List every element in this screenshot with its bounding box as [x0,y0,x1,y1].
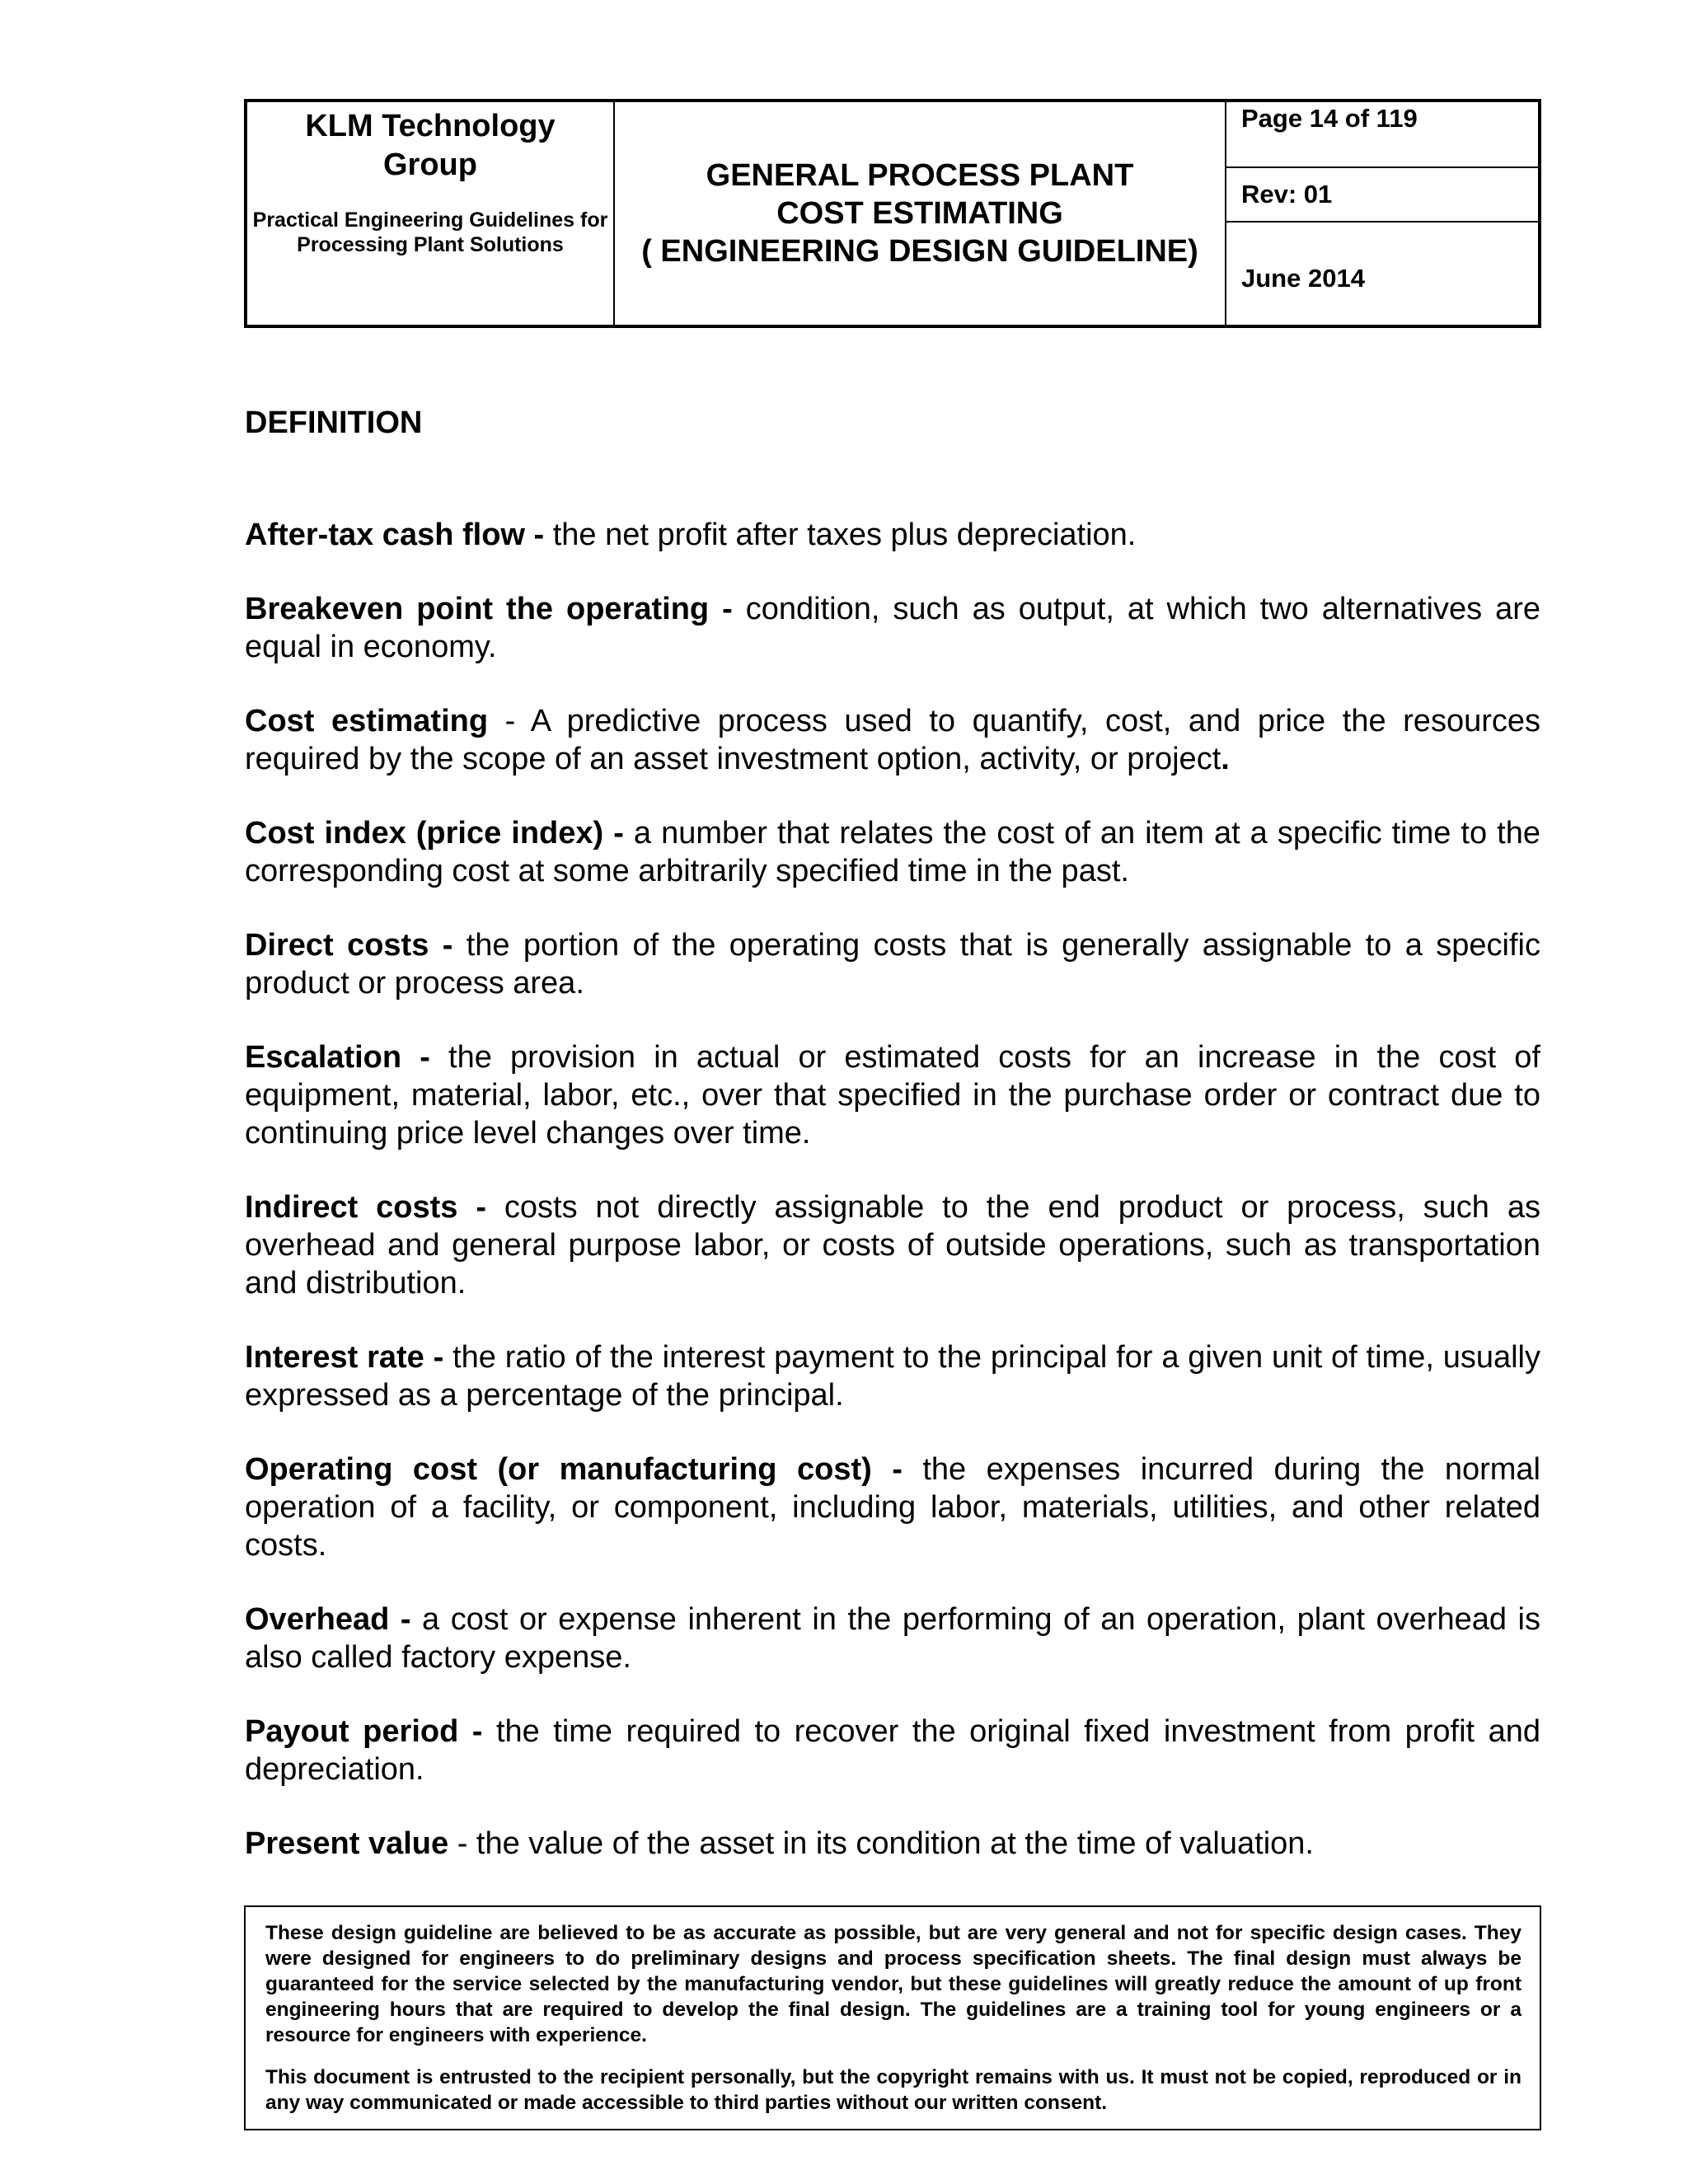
document-date: June 2014 [1241,264,1365,293]
definition-term: Cost index (price index) - [245,816,624,851]
definition-term: Overhead - [245,1602,411,1637]
disclaimer-paragraph-copyright: This document is entrusted to the recipient personally, but the copyright remains with us. It must not be copied, reproduced or in any way communicated or made accessible to third parties without our written consent. [265,2066,1522,2114]
company-name-line1: KLM Technology [305,109,556,143]
definition-text: - the value of the asset in its condition at the time of valuation. [448,1826,1314,1861]
section-heading: DEFINITION [245,405,423,440]
definition-item [245,1038,1540,1152]
definition-item [245,926,1540,1002]
definition-item [245,1601,1540,1676]
definition-text: the expenses incurred during the normal operation of a facility, or component, including labor, materials, utilities, and other related costs. [245,1452,1540,1563]
document-header [244,99,1541,328]
document-title-block [615,102,1226,325]
definition-item [245,1338,1540,1414]
definition-text: a cost or expense inherent in the performing of an operation, plant overhead is also called factory expense. [245,1602,1540,1675]
document-title-line2: COST ESTIMATING [776,196,1063,231]
page-number: Page 14 of 119 [1226,102,1538,168]
company-tagline: Practical Engineering Guidelines for Processing Plant Solutions [252,209,608,256]
definition-text: the portion of the operating costs that is generally assignable to a specific product or process area. [245,928,1540,1001]
definition-item [245,1825,1540,1863]
company-block [247,102,615,325]
definition-tail: . [1221,742,1230,776]
document-title-line3: ( ENGINEERING DESIGN GUIDELINE) [641,234,1198,269]
definition-text: a number that relates the cost of an item at a specific time to the corresponding cost at some arbitrarily specified time in the past. [245,816,1540,888]
definition-text: costs not directly assignable to the end product or process, such as overhead and general purpose labor, or costs of outside operations, such as transportation and distribution. [245,1190,1540,1301]
company-name-line2: Group [383,148,477,182]
definition-text: the ratio of the interest payment to the principal for a given unit of time, usually expressed as a percentage of the principal. [245,1340,1540,1413]
definition-item [245,1188,1540,1302]
definition-text: the provision in actual or estimated costs for an increase in the cost of equipment, material, labor, etc., over that specified in the purchase order or contract due to continuing price level changes over time. [245,1040,1540,1151]
definition-term: Cost estimating [245,704,489,738]
definition-item [245,702,1540,778]
definition-term: Direct costs - [245,928,453,963]
definition-item [245,814,1540,890]
revision-number: Rev: 01 [1226,168,1538,223]
definitions-list [245,516,1540,1899]
definition-text: the net profit after taxes plus depreciation. [544,518,1137,552]
definition-item [245,1713,1540,1788]
definition-term: After-tax cash flow - [245,518,545,552]
document-title-line1: GENERAL PROCESS PLANT [706,158,1134,193]
definition-text: condition, such as output, at which two alternatives are equal in economy. [245,592,1540,664]
definition-item [245,1451,1540,1564]
definition-text: the time required to recover the original fixed investment from profit and depreciation. [245,1714,1540,1787]
definition-text: - A predictive process used to quantify, cost, and price the resources required by the scope of an asset investment option, activity, or project [245,704,1540,776]
definition-term: Interest rate - [245,1340,444,1375]
definition-item [245,516,1540,554]
definition-term: Present value [245,1826,449,1861]
definition-term: Payout period - [245,1714,483,1749]
definition-item [245,590,1540,666]
definition-term: Indirect costs - [245,1190,486,1225]
definition-term: Escalation - [245,1040,430,1075]
disclaimer-box [244,1905,1541,2130]
definition-term: Operating cost (or manufacturing cost) - [245,1452,903,1487]
document-info-block [1226,102,1538,325]
disclaimer-paragraph-accuracy: These design guideline are believed to be as accurate as possible, but are very general and not for specific design cases. They were designed for engineers to do preliminary designs and process specification sheets. The final design must always be guaranteed for the service selected by the manufacturing vendor, but these guidelines will greatly reduce the amount of up front engineering hours that are required to develop the final design. The guidelines are a training tool for young engineers or a resource for engineers with experience. [265,1922,1522,2046]
definition-term: Breakeven point the operating - [245,592,733,626]
